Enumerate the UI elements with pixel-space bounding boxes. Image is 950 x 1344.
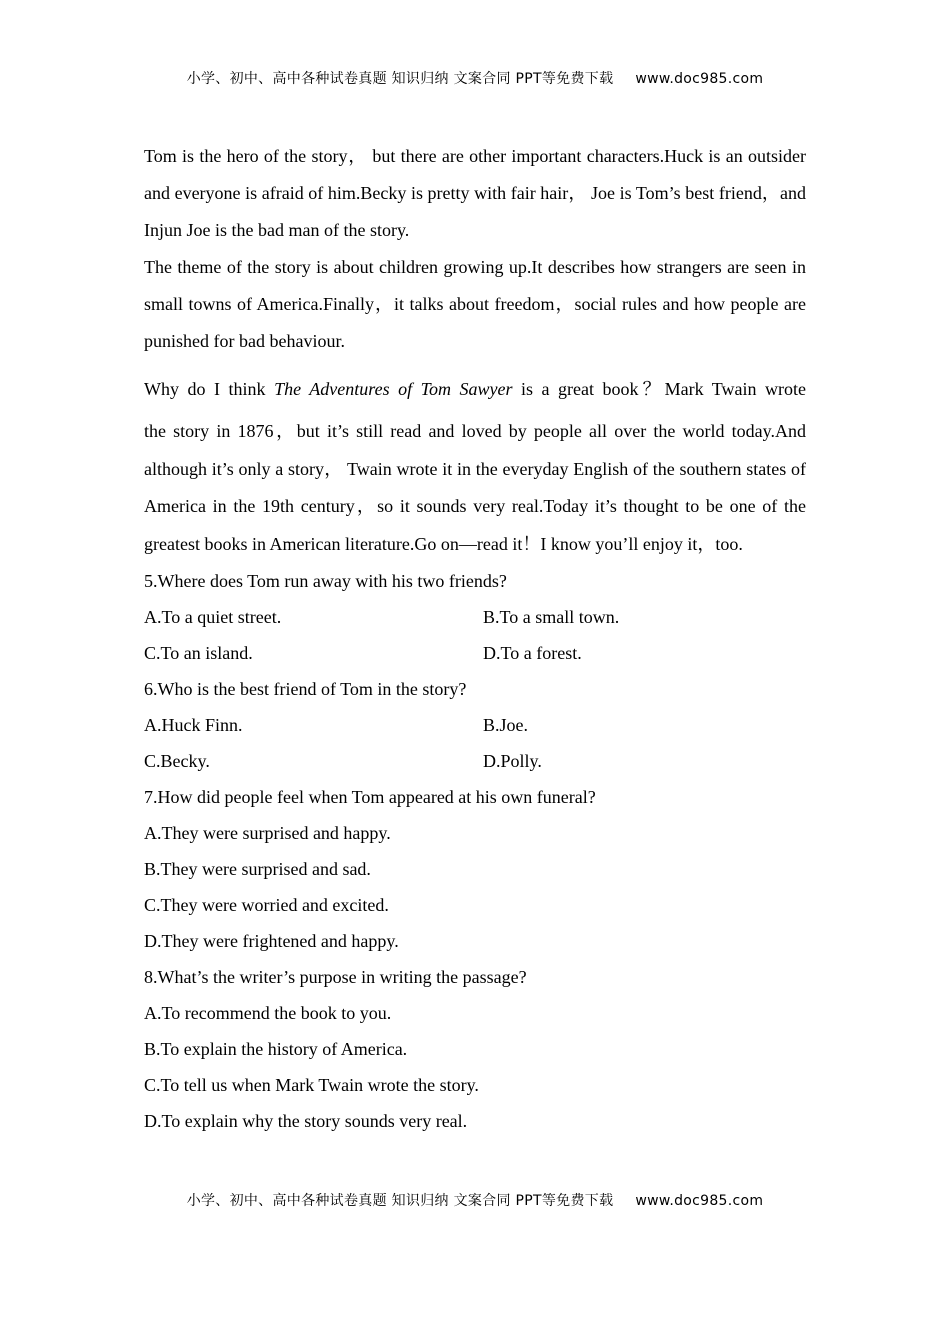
- option-b: B.To a small town.: [483, 607, 620, 627]
- question-stem: 6.Who is the best friend of Tom in the story?: [144, 679, 467, 699]
- option-b: B.To explain the history of America.: [144, 1039, 408, 1059]
- options-row: [144, 599, 806, 635]
- footer-site-link[interactable]: www.doc985.com: [635, 1193, 764, 1209]
- option-a: A.Huck Finn.: [144, 715, 243, 735]
- passage-paragraph-2: The theme of the story is about children growing up.It describes how strangers are seen in small towns of America.Finally，it talks about freedom，social rules and how people are punished for bad behaviour.: [144, 257, 806, 351]
- option-a: A.They were surprised and happy.: [144, 823, 391, 843]
- document-body: [144, 138, 806, 1139]
- passage-paragraph-3-first-line: [144, 371, 806, 413]
- options-row: [144, 635, 806, 671]
- question-stem: 5.Where does Tom run away with his two friends?: [144, 571, 507, 591]
- book-title: The Adventures of Tom Sawyer: [274, 379, 513, 399]
- options-row: [144, 707, 806, 743]
- option-b: B.They were surprised and sad.: [144, 859, 371, 879]
- p3-text-c: the story in 1876，but it’s still read and loved by people all over the world today.And although it’s only a story， Twain wrote it in the everyday English of the southern states of America in the 19th century，so it sounds very real.Today it’s thought to be one of the greatest books in American literature.Go on—read it！I know you’ll enjoy it，too.: [144, 421, 806, 554]
- option-b: B.Joe.: [483, 715, 528, 735]
- question-stem: 7.How did people feel when Tom appeared at his own funeral?: [144, 787, 596, 807]
- question-stem: 8.What’s the writer’s purpose in writing the passage?: [144, 967, 527, 987]
- page-footer: [0, 1190, 950, 1210]
- option-d: D.They were frightened and happy.: [144, 931, 399, 951]
- option-c: C.Becky.: [144, 751, 210, 771]
- question-5: [144, 563, 806, 671]
- page-header: [0, 68, 950, 88]
- option-d: D.Polly.: [483, 751, 542, 771]
- p3-text-b: is a great book？Mark Twain wrote: [512, 379, 807, 399]
- option-c: C.To an island.: [144, 643, 253, 663]
- option-a: A.To recommend the book to you.: [144, 1003, 392, 1023]
- question-8: [144, 959, 806, 1139]
- option-d: D.To a forest.: [483, 643, 582, 663]
- header-text: 小学、初中、高中各种试卷真题 知识归纳 文案合同 PPT等免费下载: [186, 71, 614, 87]
- options-row: [144, 743, 806, 779]
- passage-paragraph-1: Tom is the hero of the story， but there are other important characters.Huck is an outsider and everyone is afraid of him.Becky is pretty with fair hair， Joe is Tom’s best friend，and Injun Joe is the bad man of the story.: [144, 146, 806, 240]
- header-site-link[interactable]: www.doc985.com: [635, 71, 764, 87]
- option-a: A.To a quiet street.: [144, 607, 282, 627]
- passage-paragraph-3: [144, 371, 806, 563]
- question-7: [144, 779, 806, 959]
- question-6: [144, 671, 806, 779]
- footer-text: 小学、初中、高中各种试卷真题 知识归纳 文案合同 PPT等免费下载: [186, 1193, 614, 1209]
- option-d: D.To explain why the story sounds very real.: [144, 1111, 468, 1131]
- p3-text-a: Why do I think: [144, 379, 275, 399]
- option-c: C.To tell us when Mark Twain wrote the story.: [144, 1075, 479, 1095]
- option-c: C.They were worried and excited.: [144, 895, 389, 915]
